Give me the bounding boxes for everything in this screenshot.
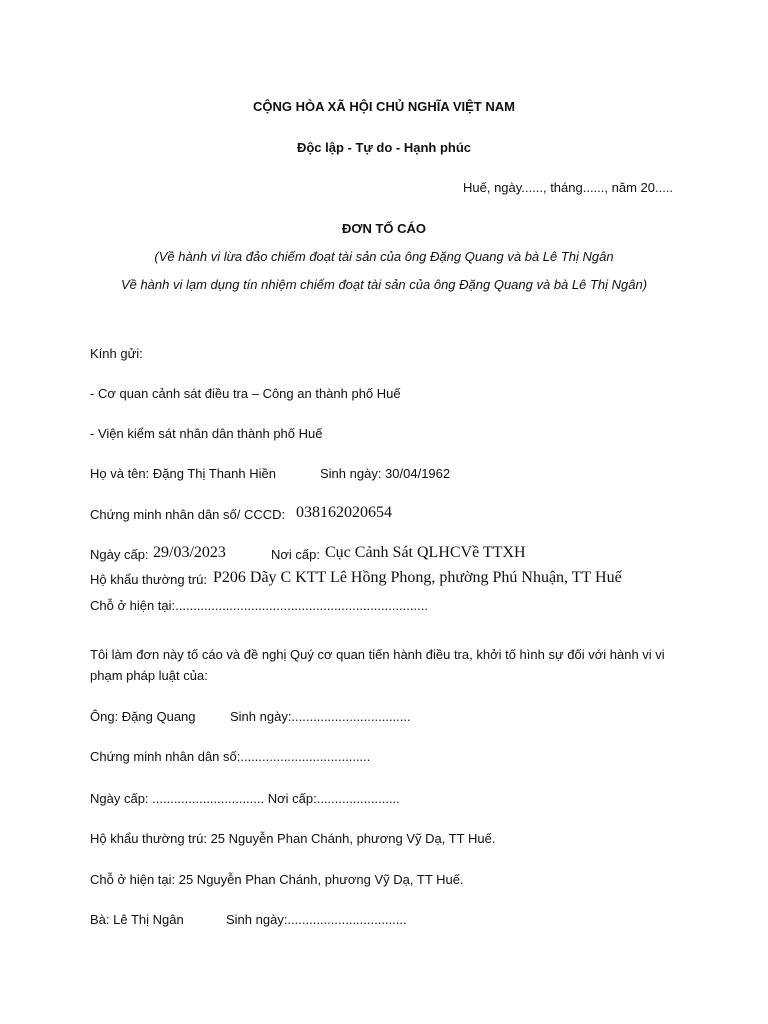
complainant-name: Họ và tên: Đặng Thị Thanh Hiền: [90, 466, 276, 481]
complainant-id-label: Chứng minh nhân dân số/ CCCD:: [90, 507, 286, 522]
accused-2-name: Bà: Lê Thị Ngân: [90, 912, 184, 927]
document-subtitle-1: (Về hành vi lừa đảo chiếm đoạt tài sản của ông Đặng Quang và bà Lê Thị Ngân: [154, 249, 614, 264]
document-title: ĐƠN TỐ CÁO: [341, 221, 427, 236]
residence-value: P206 Dãy C KTT Lê Hồng Phong, phường Phú Nhuận, TT Huế: [213, 569, 622, 586]
date-line: Huế, ngày......, tháng......, năm 20.....: [463, 180, 674, 195]
body-paragraph-line-1: Tôi làm đơn này tố cáo và đề nghị Quý cơ quan tiến hành điều tra, khởi tố hình sự đối với hành vi vi: [90, 647, 665, 662]
accused-1-issue: Ngày cấp: ............................... Nơi cấp:.......................: [90, 791, 400, 806]
body-paragraph-line-2: phạm pháp luật của:: [90, 668, 208, 683]
issue-date-label: Ngày cấp:: [90, 547, 149, 562]
issue-place-label: Nơi cấp:: [271, 547, 320, 562]
national-motto: Độc lập - Tự do - Hạnh phúc: [296, 140, 472, 155]
accused-1-name: Ông: Đặng Quang: [90, 709, 196, 724]
greeting: Kính gửi:: [90, 346, 143, 361]
document-subtitle-2: Về hành vi lạm dụng tín nhiệm chiếm đoạt tài sản của ông Đặng Quang và bà Lê Thị Ngân): [120, 277, 648, 292]
issue-place-value: Cục Cảnh Sát QLHCVề TTXH: [325, 544, 526, 561]
complainant-dob: Sinh ngày: 30/04/1962: [320, 466, 451, 481]
accused-1-current-address: Chỗ ở hiện tại: 25 Nguyễn Phan Chánh, phương Vỹ Dạ, TT Huế.: [90, 872, 464, 887]
national-title: CỘNG HÒA XÃ HỘI CHỦ NGHĨA VIỆT NAM: [253, 99, 515, 114]
accused-1-dob: Sinh ngày:.................................: [230, 709, 411, 724]
accused-1-id: Chứng minh nhân dân số:....................................: [90, 749, 371, 764]
recipient-police: - Cơ quan cảnh sát điều tra – Công an thành phố Huế: [90, 386, 401, 401]
complainant-id-value: 038162020654: [296, 504, 392, 521]
residence-label: Hộ khẩu thường trú:: [90, 572, 207, 587]
issue-date-value: 29/03/2023: [153, 544, 226, 561]
recipient-procuracy: - Viện kiểm sát nhân dân thành phố Huế: [90, 426, 323, 441]
accused-2-dob: Sinh ngày:.................................: [226, 912, 407, 927]
current-address: Chỗ ở hiện tại:......................................................................: [90, 598, 428, 613]
accused-1-residence: Hộ khẩu thường trú: 25 Nguyễn Phan Chánh, phương Vỹ Dạ, TT Huế.: [90, 831, 496, 846]
